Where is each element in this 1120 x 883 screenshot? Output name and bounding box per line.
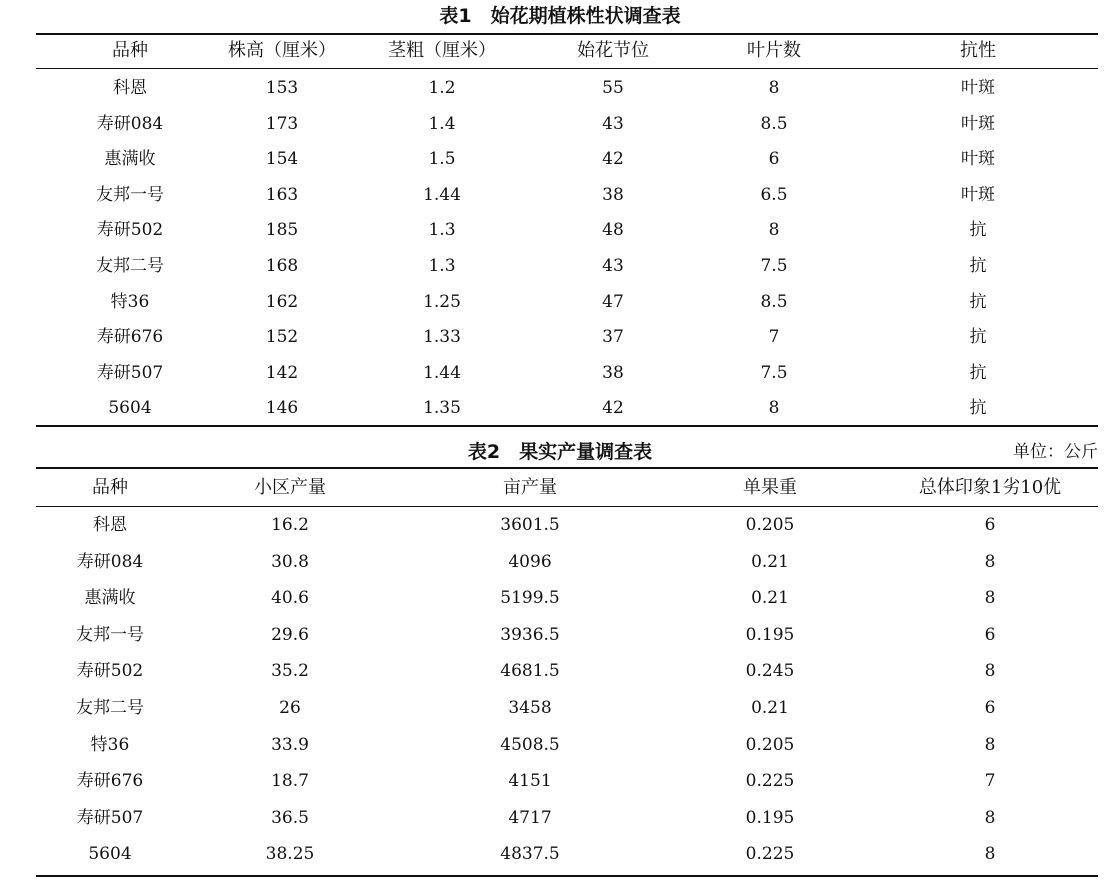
table-row (36, 544, 1098, 580)
table-cell: 抗 (969, 362, 987, 383)
table-cell: 29.6 (271, 624, 309, 645)
table-cell: 163 (265, 184, 299, 205)
table-cell: 168 (265, 256, 299, 276)
table-cell: 科恩 (113, 78, 147, 98)
table-cell: 153 (265, 78, 299, 98)
table-cell: 38 (602, 362, 624, 383)
table-cell: 152 (265, 327, 299, 348)
table-cell: 4508.5 (500, 734, 560, 755)
table-cell: 叶斑 (961, 149, 995, 170)
table-cell: 185 (265, 220, 299, 241)
table2-header-row (36, 470, 1098, 506)
table-row (36, 580, 1098, 616)
table-cell: 1.2 (428, 78, 456, 98)
table-cell: 1.5 (428, 149, 456, 170)
table-cell: 3458 (508, 698, 552, 718)
table-cell: 寿研676 (96, 327, 164, 348)
table1-header-rule (36, 68, 1098, 69)
table-cell: 友邦一号 (76, 624, 144, 645)
table-cell: 48 (602, 220, 624, 241)
table-row (36, 390, 1098, 426)
table-cell: 0.195 (745, 624, 795, 645)
table-cell: 8.5 (760, 291, 788, 312)
table-row (36, 248, 1098, 284)
table-row (36, 212, 1098, 248)
table-cell: 友邦二号 (76, 698, 144, 718)
table-cell: 1.3 (428, 220, 456, 241)
column-header: 亩产量 (503, 477, 557, 498)
table-cell: 43 (602, 113, 624, 134)
table-cell: 寿研507 (96, 362, 164, 383)
table-row (36, 507, 1098, 543)
table-cell: 1.4 (428, 113, 456, 134)
table-cell: 叶斑 (961, 113, 995, 134)
table-row (36, 763, 1098, 799)
table-cell: 1.3 (428, 256, 456, 276)
table-cell: 146 (265, 398, 299, 419)
table-cell: 1.25 (423, 291, 461, 312)
table-cell: 8 (984, 844, 996, 865)
table-cell: 友邦二号 (96, 256, 164, 276)
table-cell: 0.225 (745, 771, 795, 792)
table2-top-rule (36, 467, 1098, 469)
table-cell: 43 (602, 256, 624, 276)
table-cell: 142 (265, 362, 299, 383)
table-cell: 16.2 (271, 515, 309, 535)
table-cell: 0.205 (745, 734, 795, 755)
table-cell: 26 (279, 698, 301, 718)
table-cell: 3936.5 (500, 624, 560, 645)
table-cell: 4717 (508, 807, 552, 828)
table-cell: 18.7 (271, 771, 309, 792)
table-cell: 寿研502 (96, 220, 164, 241)
table-row (36, 319, 1098, 355)
column-header: 品种 (112, 40, 148, 61)
table-cell: 寿研676 (76, 771, 144, 792)
table-cell: 173 (265, 113, 299, 134)
table-cell: 1.44 (423, 184, 461, 205)
table-cell: 5604 (108, 398, 152, 419)
table-cell: 8 (984, 588, 996, 609)
table-cell: 162 (265, 291, 299, 312)
table1-bottom-rule (36, 425, 1098, 427)
table-row (36, 106, 1098, 142)
column-header: 抗性 (960, 40, 996, 61)
table-cell: 5604 (88, 844, 132, 865)
table-cell: 8 (768, 220, 780, 241)
column-header: 茎粗（厘米） (388, 40, 496, 61)
table-cell: 抗 (969, 291, 987, 312)
table-row (36, 177, 1098, 213)
table-cell: 30.8 (271, 551, 309, 572)
table-cell: 5199.5 (500, 588, 560, 609)
table-cell: 特36 (90, 734, 130, 755)
table-row (36, 141, 1098, 177)
table-cell: 8 (984, 661, 996, 682)
table1-caption: 表1 始花期植株性状调查表 (439, 5, 681, 27)
column-header: 单果重 (743, 477, 797, 498)
table-cell: 8 (984, 734, 996, 755)
table-row (36, 800, 1098, 836)
table-cell: 4837.5 (500, 844, 560, 865)
table-cell: 37 (602, 327, 624, 348)
table-cell: 7.5 (760, 256, 788, 276)
table-cell: 抗 (969, 256, 987, 276)
table-cell: 1.44 (423, 362, 461, 383)
table-cell: 惠满收 (84, 588, 136, 609)
table-cell: 6 (984, 624, 996, 645)
column-header: 总体印象1劣10优 (918, 477, 1062, 498)
table-cell: 0.225 (745, 844, 795, 865)
table-cell: 42 (602, 398, 624, 419)
table-cell: 4681.5 (500, 661, 560, 682)
table-cell: 8 (984, 551, 996, 572)
table-cell: 0.21 (751, 588, 789, 609)
table-cell: 154 (265, 149, 299, 170)
table2-bottom-rule (36, 875, 1098, 877)
table-cell: 8.5 (760, 113, 788, 134)
table-cell: 8 (768, 78, 780, 98)
table-cell: 寿研502 (76, 661, 144, 682)
table-cell: 55 (602, 78, 624, 98)
table-cell: 38 (602, 184, 624, 205)
table1-header-row (36, 33, 1098, 69)
table-cell: 抗 (969, 327, 987, 348)
table-cell: 8 (984, 807, 996, 828)
table-cell: 4096 (508, 551, 552, 572)
column-header: 小区产量 (254, 477, 326, 498)
column-header: 株高（厘米） (228, 40, 336, 61)
table-cell: 惠满收 (104, 149, 156, 170)
table-cell: 叶斑 (961, 184, 995, 205)
table-cell: 7 (984, 771, 996, 792)
table-row (36, 836, 1098, 872)
table-cell: 叶斑 (961, 78, 995, 98)
table2-header-rule (36, 506, 1098, 507)
column-header: 始花节位 (577, 40, 649, 61)
table-cell: 0.21 (751, 698, 789, 718)
table-cell: 抗 (969, 220, 987, 241)
table-cell: 0.205 (745, 515, 795, 535)
table-cell: 0.195 (745, 807, 795, 828)
table-cell: 38.25 (265, 844, 315, 865)
table-cell: 47 (602, 291, 624, 312)
table-row (36, 653, 1098, 689)
table-cell: 抗 (969, 398, 987, 419)
table-cell: 7.5 (760, 362, 788, 383)
table-cell: 科恩 (93, 515, 127, 535)
table-cell: 0.21 (751, 551, 789, 572)
table-cell: 6 (768, 149, 780, 170)
table-cell: 寿研084 (76, 551, 144, 572)
table-cell: 36.5 (271, 807, 309, 828)
table-cell: 3601.5 (500, 515, 560, 535)
table-cell: 6 (984, 515, 996, 535)
table-cell: 6 (984, 698, 996, 718)
table2-unit: 单位：公斤 (1013, 442, 1098, 462)
table-cell: 35.2 (271, 661, 309, 682)
table-row (36, 727, 1098, 763)
table-row (36, 617, 1098, 653)
table-row (36, 70, 1098, 106)
table-cell: 8 (768, 398, 780, 419)
table-cell: 1.35 (423, 398, 461, 419)
table-cell: 1.33 (423, 327, 461, 348)
table-cell: 40.6 (271, 588, 309, 609)
table-cell: 寿研084 (96, 113, 164, 134)
table-cell: 7 (768, 327, 780, 348)
table-row (36, 355, 1098, 391)
table-cell: 特36 (110, 291, 150, 312)
table-cell: 0.245 (745, 661, 795, 682)
table2-caption: 表2 果实产量调查表 (467, 441, 653, 463)
table-cell: 4151 (508, 771, 552, 792)
table-cell: 33.9 (271, 734, 309, 755)
table-row (36, 284, 1098, 320)
table-row (36, 690, 1098, 726)
column-header: 品种 (92, 477, 128, 498)
table-cell: 42 (602, 149, 624, 170)
column-header: 叶片数 (747, 40, 801, 61)
table-cell: 友邦一号 (96, 184, 164, 205)
table-cell: 寿研507 (76, 807, 144, 828)
table-cell: 6.5 (760, 184, 788, 205)
